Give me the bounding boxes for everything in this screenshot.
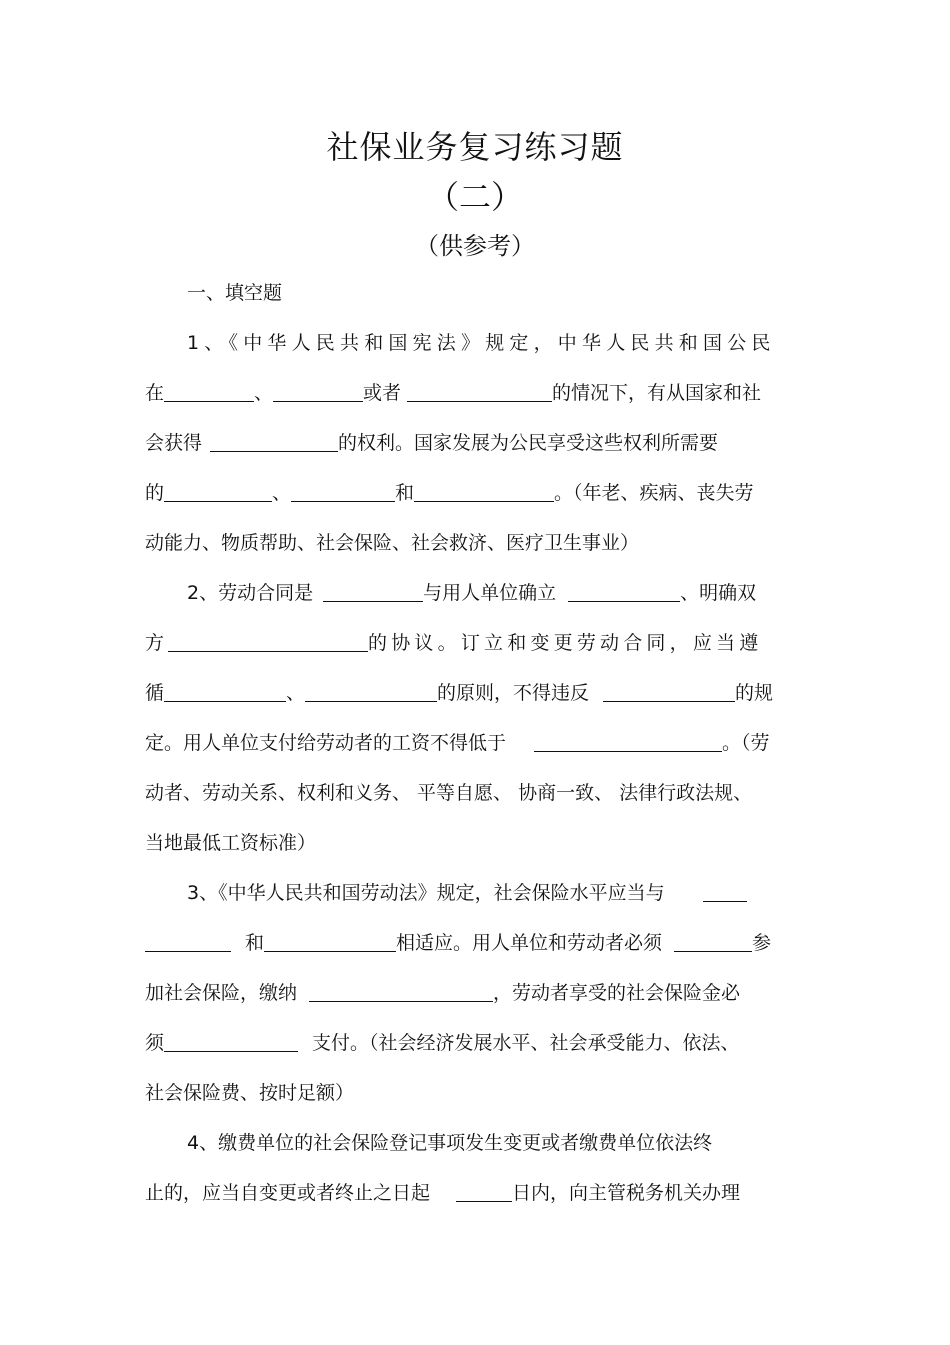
answer-blank [164,381,254,402]
answer-blank [164,481,272,502]
question-3: 3、《中华人民共和国劳动法》规定，社会保险水平应当与 和 相适应。用人单位和劳动者必须 参 加社会保险，缴纳 ，劳动者享受的社会保险金必 须 支付。（社会经济发展水平、社会承受能力、依法、 社会保险费、按时足额） [145,882,772,1104]
document-body [145,258,810,1218]
answer-blank [273,381,363,402]
answer-blank [456,1181,512,1202]
section-heading: 一、填空题 [187,282,283,304]
answer-blank [168,631,368,652]
answer-blank [407,381,552,402]
page-title: 社保业务复习练习题 [326,128,624,166]
answer-blank [264,931,396,952]
answer-blank [674,931,752,952]
answer-blank [210,431,338,452]
answer-blank [534,731,722,752]
answer-blank [568,581,680,602]
answer-blank [305,681,437,702]
page-subtitle: （二） [426,178,523,216]
answer-blank [164,1031,298,1052]
question-1: 1、《中华人民共和国宪法》规定，中华人民共和国公民 在 、 或者 的情况下，有从国家和社 会获得 的权利。国家发展为公民享受这些权利所需要 的 、 和 。（年老、疾病、丧失劳 动能力、物质帮助、社会保险、社会救济、医疗卫生事业） [145,332,776,554]
answer-blank [145,931,231,952]
answer-blank [309,981,493,1002]
answer-blank [291,481,395,502]
answer-blank [414,481,554,502]
answer-blank [323,581,423,602]
question-4: 4、缴费单位的社会保险登记事项发生变更或者缴费单位依法终 止的，应当自变更或者终止之日起 日内，向主管税务机关办理 [145,1132,741,1204]
reference-note: （供参考） [415,232,535,260]
answer-blank [164,681,286,702]
question-2: 2、劳动合同是 与用人单位确立 、明确双 方 的协议。订立和变更劳动合同，应当遵 循 、 的原则，不得违反 的规 定。用人单位支付给劳动者的工资不得低于 。（劳 动者、劳动关系、权利和义务、 平等自愿、 协商一致、 法律行政法规、 当地最低工资标准） [145,582,774,854]
answer-blank [703,881,747,902]
answer-blank [603,681,735,702]
